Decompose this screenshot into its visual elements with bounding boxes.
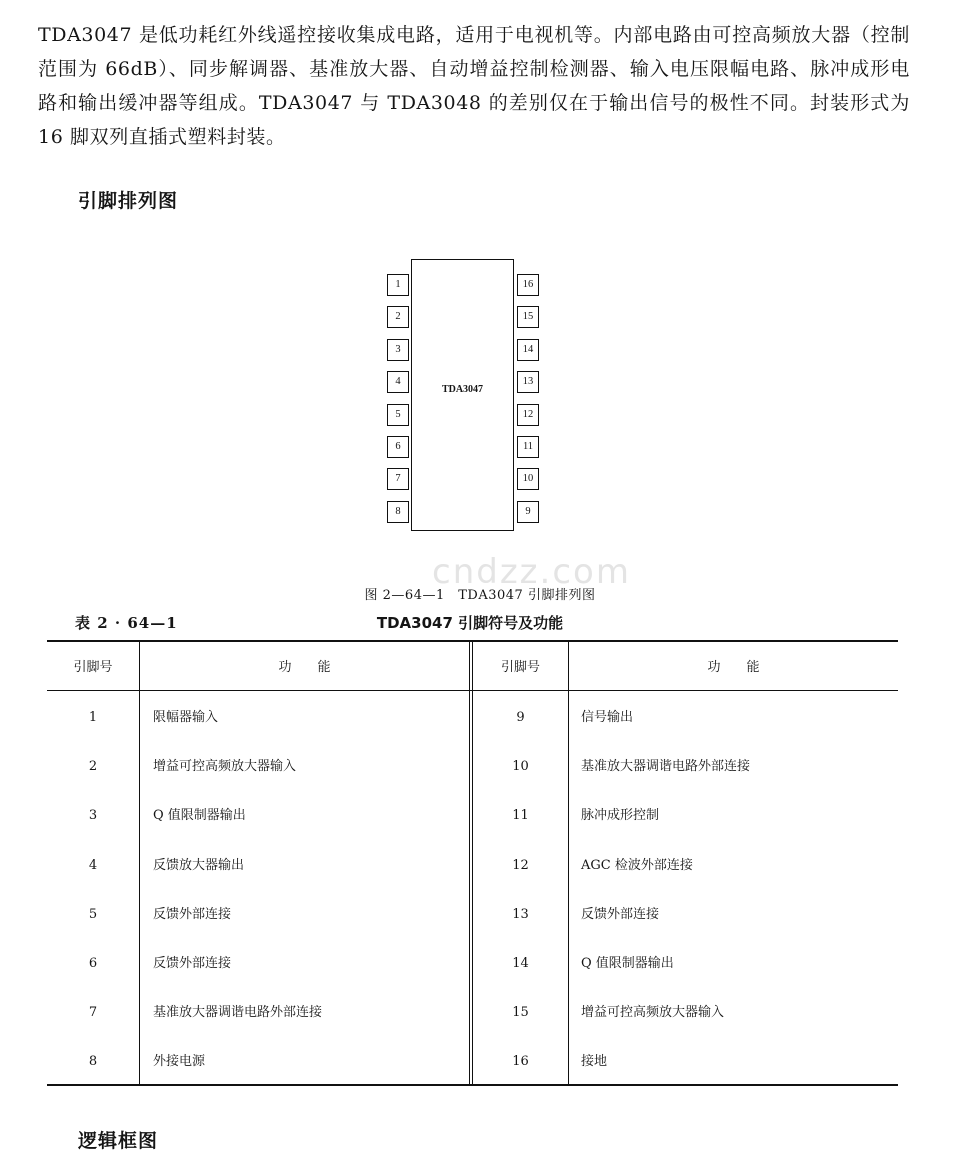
pin-number-cell: 10 xyxy=(512,759,529,775)
pin-number-cell: 5 xyxy=(88,906,98,922)
pin-function-cell: Q 值限制器输出 xyxy=(153,808,246,824)
table-bottom-rule xyxy=(47,1084,898,1086)
chip-name-label: TDA3047 xyxy=(441,384,484,395)
pin-box: 15 xyxy=(517,306,539,328)
watermark: cndzz.com xyxy=(432,552,631,592)
pin-box: 6 xyxy=(387,436,409,458)
pin-function-cell: 信号输出 xyxy=(581,710,634,725)
pin-number-cell: 13 xyxy=(512,906,529,922)
pin-box: 10 xyxy=(517,468,539,490)
pin-number-cell: 1 xyxy=(88,710,98,725)
pin-number-cell: 16 xyxy=(512,1054,529,1070)
pin-box: 3 xyxy=(387,339,409,361)
pin-function-cell: 脉冲成形控制 xyxy=(581,808,660,824)
logic-diagram-heading: 逻辑框图 xyxy=(78,1130,159,1152)
pin-function-cell: 反馈外部连接 xyxy=(581,906,660,922)
pin-function-cell: 接地 xyxy=(581,1054,608,1070)
pin-function-cell: Q 值限制器输出 xyxy=(581,956,674,971)
pin-number-cell: 2 xyxy=(88,759,98,775)
header-function-left: 功 能 xyxy=(278,660,331,675)
pin-function-cell: 反馈放大器输出 xyxy=(153,857,245,873)
table-column-divider xyxy=(139,642,140,1084)
pin-box: 5 xyxy=(387,404,409,426)
pin-number-cell: 9 xyxy=(516,710,525,725)
pin-function-cell: 基准放大器调谐电路外部连接 xyxy=(581,759,751,775)
header-function-right: 功 能 xyxy=(707,660,760,675)
pin-function-table xyxy=(47,640,898,1087)
pin-box: 7 xyxy=(387,468,409,490)
pin-box: 14 xyxy=(517,339,539,361)
pin-box: 12 xyxy=(517,404,539,426)
intro-paragraph: TDA3047 是低功耗红外线遥控接收集成电路，适用于电视机等。内部电路由可控高频放大器（控制范围为 66dB）、同步解调器、基准放大器、自动增益控制检测器、输入电压限幅电路、脉冲成形电路和输出缓冲器等组成。TDA3047 与 TDA3048 的差别仅在于输出信号的极性不同。封装形式为 16 脚双列直插式塑料封装。 xyxy=(38,24,910,148)
pin-box: 8 xyxy=(387,501,409,523)
pinout-diagram xyxy=(380,258,550,538)
pin-box: 16 xyxy=(517,274,539,296)
pin-function-cell: 增益可控高频放大器输入 xyxy=(581,1005,725,1021)
pin-function-cell: 基准放大器调谐电路外部连接 xyxy=(153,1005,323,1021)
pin-box: 11 xyxy=(517,436,539,458)
pin-box: 9 xyxy=(517,501,539,523)
pin-number-cell: 6 xyxy=(88,956,98,971)
pin-box: 4 xyxy=(387,371,409,393)
pin-function-cell: 反馈外部连接 xyxy=(153,906,232,922)
pin-function-cell: AGC 检波外部连接 xyxy=(581,857,693,873)
pin-function-cell: 限幅器输入 xyxy=(153,710,219,725)
pin-number-cell: 4 xyxy=(88,857,98,873)
pin-function-cell: 增益可控高频放大器输入 xyxy=(153,759,297,775)
pin-box: 2 xyxy=(387,306,409,328)
pin-number-cell: 15 xyxy=(512,1005,529,1021)
pinout-heading: 引脚排列图 xyxy=(78,190,179,212)
table-column-divider xyxy=(568,642,569,1084)
header-pin-right: 引脚号 xyxy=(500,660,540,675)
table-number: 表 2 · 64—1 xyxy=(75,614,178,632)
pin-box: 13 xyxy=(517,371,539,393)
chip-body xyxy=(411,259,514,531)
pin-function-cell: 外接电源 xyxy=(153,1054,206,1070)
table-title: TDA3047 引脚符号及功能 xyxy=(376,614,564,632)
pin-box: 1 xyxy=(387,274,409,296)
pin-number-cell: 7 xyxy=(88,1005,98,1021)
pin-number-cell: 3 xyxy=(88,808,98,824)
pin-number-cell: 14 xyxy=(512,956,529,971)
table-center-divider xyxy=(469,642,470,1084)
pin-function-cell: 反馈外部连接 xyxy=(153,956,232,971)
pin-number-cell: 12 xyxy=(512,857,529,873)
pin-number-cell: 11 xyxy=(512,808,529,824)
figure-caption: 图 2—64—1 TDA3047 引脚排列图 xyxy=(364,588,596,603)
header-pin-left: 引脚号 xyxy=(73,660,113,675)
pin-number-cell: 8 xyxy=(88,1054,98,1070)
